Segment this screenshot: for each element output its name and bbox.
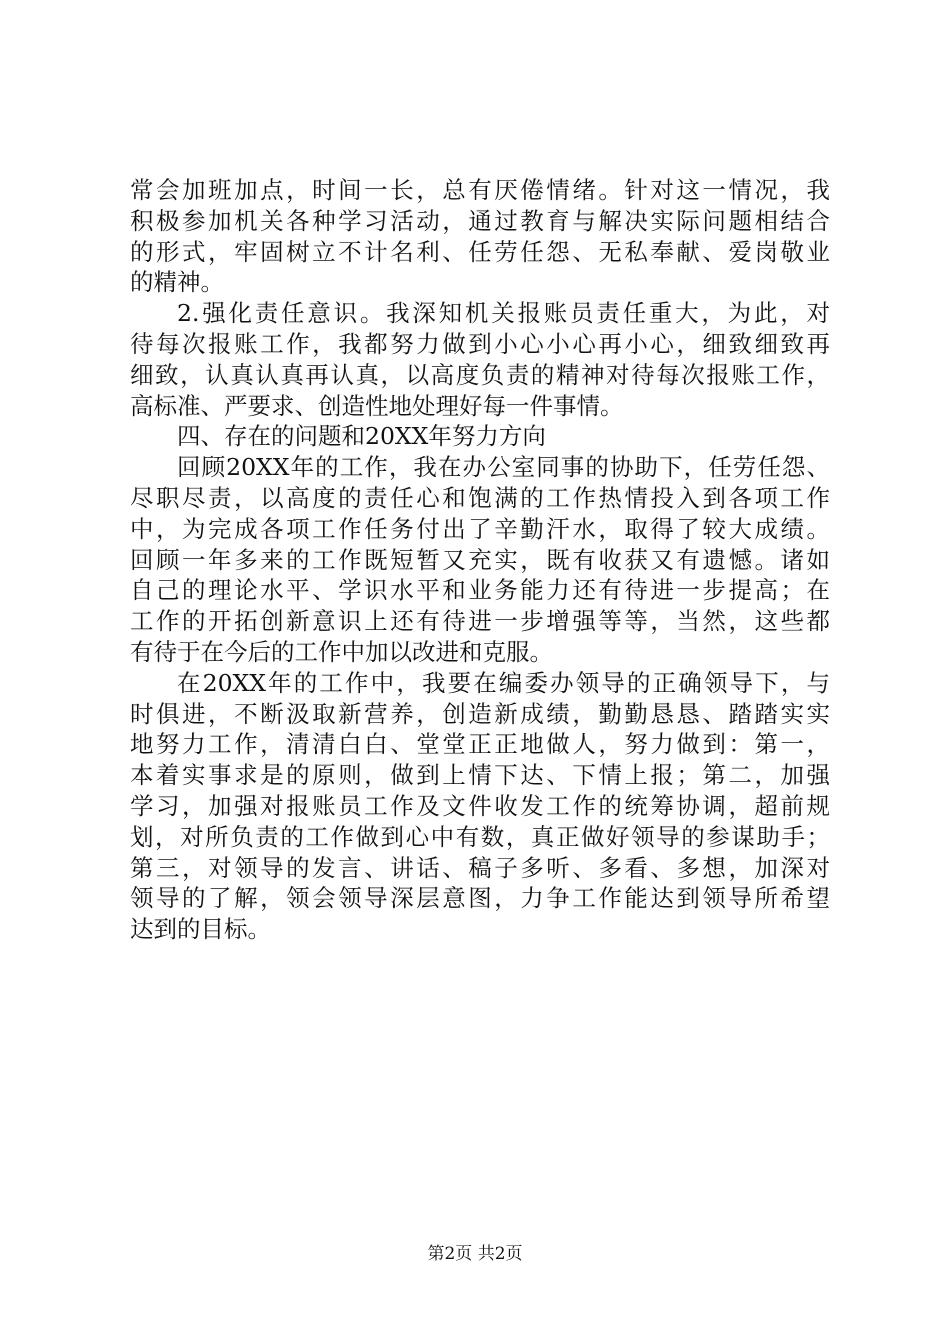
text-line: 细致，认真认真再认真，以高度负责的精神对待每次报账工作，: [130, 360, 830, 389]
text-line: 学习，加强对报账员工作及文件收发工作的统筹协调，超前规: [130, 791, 830, 820]
text-line: 有待于在今后的工作中加以改进和克服。: [130, 637, 553, 666]
text-line: 本着实事求是的原则，做到上情下达、下情上报；第二，加强: [130, 761, 830, 790]
text-line: 地努力工作，清清白白、堂堂正正地做人，努力做到：第一，: [130, 730, 830, 759]
text-line: 2.强化责任意识。我深知机关报账员责任重大，为此，对: [177, 299, 830, 328]
text-line: 中，为完成各项工作任务付出了辛勤汗水，取得了较大成绩。: [130, 514, 830, 543]
document-body: [130, 175, 830, 945]
text-line: 回顾20XX年的工作，我在办公室同事的协助下，任劳任怨、: [177, 453, 830, 482]
text-line: 领导的了解，领会领导深层意图，力争工作能达到领导所希望: [130, 884, 830, 913]
text-line: 尽职尽责，以高度的责任心和饱满的工作热情投入到各项工作: [130, 483, 830, 512]
text-line: 工作的开拓创新意识上还有待进一步增强等等，当然，这些都: [130, 607, 830, 636]
text-line: 常会加班加点，时间一长，总有厌倦情绪。针对这一情况，我: [130, 176, 830, 204]
text-line: 回顾一年多来的工作既短暂又充实，既有收获又有遗憾。诸如: [130, 545, 830, 574]
text-line: 在20XX年的工作中，我要在编委办领导的正确领导下，与: [177, 668, 830, 697]
text-line: 四、存在的问题和20XX年努力方向: [177, 422, 546, 451]
text-line: 的精神。: [130, 268, 224, 297]
text-line: 时俱进，不断汲取新营养，创造新成绩，勤勤恳恳、踏踏实实: [130, 699, 830, 728]
text-line: 达到的目标。: [130, 915, 271, 944]
text-line: 高标准、严要求、创造性地处理好每一件事情。: [130, 391, 624, 420]
text-line: 待每次报账工作，我都努力做到小心小心再小心，细致细致再: [130, 329, 830, 358]
text-line: 划，对所负责的工作做到心中有数，真正做好领导的参谋助手；: [130, 822, 830, 851]
text-line: 积极参加机关各种学习活动，通过教育与解决实际问题相结合: [130, 206, 830, 235]
page-footer: 第2页 共2页: [427, 1244, 523, 1264]
text-line: 的形式，牢固树立不计名利、任劳任怨、无私奉献、爱岗敬业: [130, 237, 830, 266]
text-line: 第三，对领导的发言、讲话、稿子多听、多看、多想，加深对: [130, 853, 830, 882]
text-line: 自己的理论水平、学识水平和业务能力还有待进一步提高；在: [130, 576, 830, 605]
